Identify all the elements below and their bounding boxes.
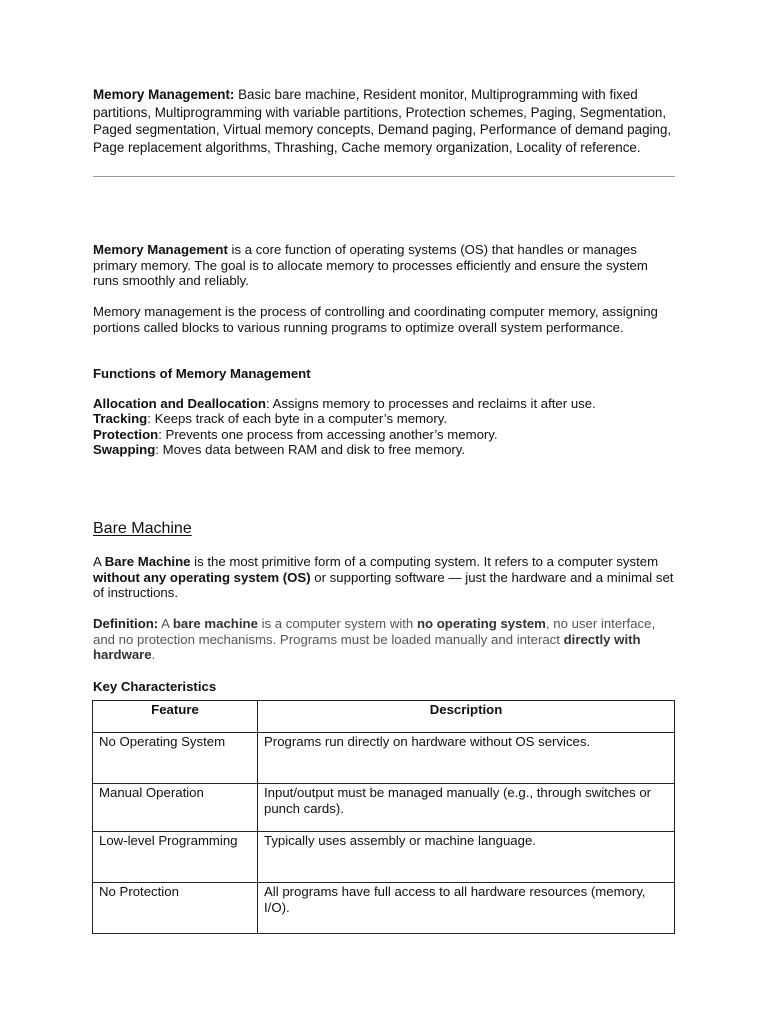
desc-text: A [93,554,105,569]
functions-heading: Functions of Memory Management [93,366,311,381]
functions-list [93,396,675,458]
intro-text-1: is a core function of operating systems (OS) that handles or manages primary memory. The goal is to allocate memory to processes efficiently and ensure the system runs smoothly and reliably. [93,242,648,289]
function-term: Tracking [93,411,148,427]
desc-text: or supporting software — just the hardware and a minimal set of instructions. [93,569,674,601]
bare-machine-heading: Bare Machine [93,520,192,537]
function-desc: : Moves data between RAM and disk to free memory. [155,442,466,458]
description-cell: Input/output must be managed manually (e.g., through switches or punch cards). [258,784,675,832]
feature-cell: No Protection [93,883,258,934]
characteristics-table [92,700,675,934]
definition-text: . [151,647,156,663]
function-desc: : Assigns memory to processes and reclaims it after use. [265,396,596,411]
syllabus-paragraph [93,86,675,156]
intro-term: Memory Management [93,242,228,257]
desc-bold: Bare Machine [104,554,191,569]
definition-paragraph [93,616,675,663]
function-item [93,411,675,426]
definition-bold: directly with hardware [93,631,641,663]
desc-text: is the most primitive form of a computing system. It refers to a computer system [190,554,659,569]
table-row [93,883,675,934]
bare-machine-description [93,554,675,601]
function-term: Protection [93,426,159,442]
key-characteristics-heading: Key Characteristics [93,679,217,694]
table-header-row [93,701,675,733]
syllabus-topics: Basic bare machine, Resident monitor, Multiprogramming with fixed partitions, Multiprogramming with variable partitions, Protection schemes, Paging, Segmentation, Paged segmentation, Virtual memory concepts, Demand paging, Performance of demand paging, Page replacement algorithms, Thrashing, Cache memory organization, Locality of reference. [93,87,672,155]
feature-cell: Manual Operation [93,784,258,832]
function-desc: : Prevents one process from accessing another’s memory. [158,426,498,442]
function-item [93,442,675,457]
function-item [93,396,675,411]
definition-text: is a computer system with [257,616,417,631]
function-item [93,427,675,442]
definition-bold: no operating system [416,616,546,631]
table-row [93,733,675,784]
description-cell: All programs have full access to all hardware resources (memory, I/O). [258,883,675,934]
definition-bold: bare machine [172,616,258,631]
definition-label: Definition: [93,616,159,631]
function-desc: : Keeps track of each byte in a computer’s memory. [147,411,448,427]
horizontal-divider [93,176,675,177]
header-description: Description [258,701,675,733]
function-term: Swapping [93,442,156,458]
intro-paragraph-2: Memory management is the process of controlling and coordinating computer memory, assigning portions called blocks to various running programs to optimize overall system performance. [93,304,658,335]
feature-cell: No Operating System [93,733,258,784]
desc-bold: without any operating system (OS) [93,569,311,585]
definition-text: , no user interface, and no protection mechanisms. Programs must be loaded manually and interact [93,616,656,647]
syllabus-label: Memory Management: [93,87,235,102]
feature-cell: Low-level Programming [93,832,258,883]
function-term: Allocation and Deallocation [93,396,266,411]
definition-text: A [158,616,173,631]
header-feature: Feature [93,701,258,733]
table-row [93,784,675,832]
description-cell: Programs run directly on hardware without OS services. [258,733,675,784]
intro-paragraph-1 [93,242,675,289]
description-cell: Typically uses assembly or machine language. [258,832,675,883]
table-row [93,832,675,883]
